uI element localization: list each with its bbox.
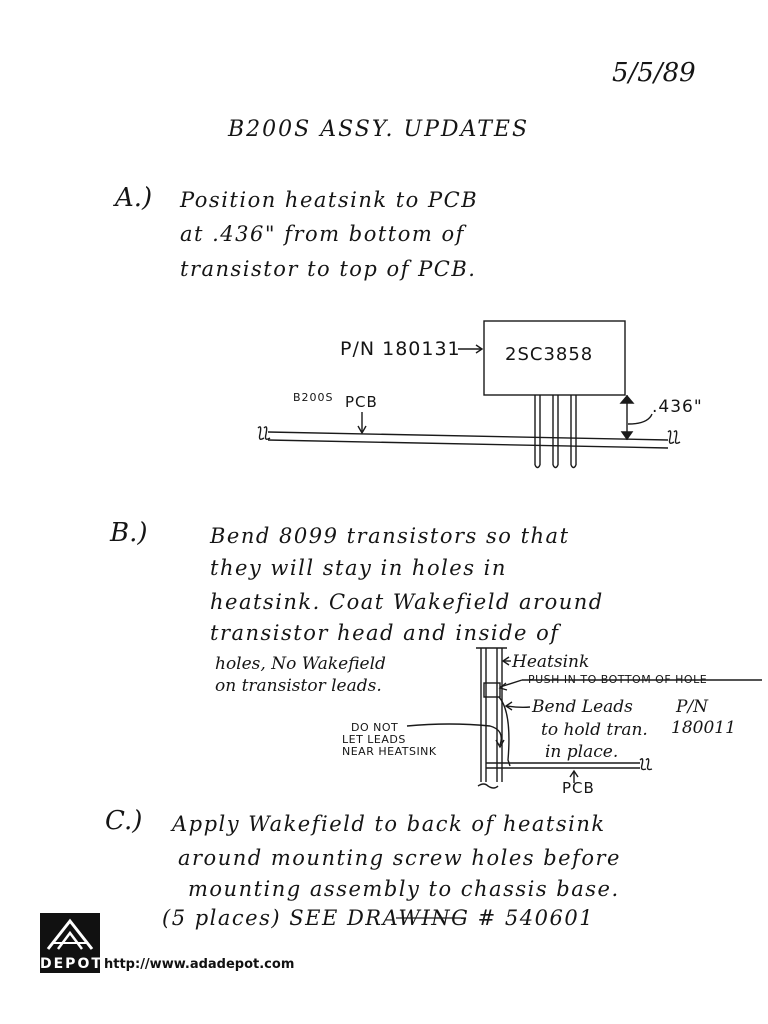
- diagram-a-transistor-label: 2SC3858: [505, 344, 594, 365]
- diagram-a-part-number: P/N 180131: [340, 338, 461, 360]
- logo-text: DEPOT: [40, 956, 103, 972]
- diagram-b-bend-note-3: in place.: [545, 742, 619, 762]
- section-b-line-3: heatsink. Coat Wakefield around: [210, 590, 604, 614]
- break-mark-left: [258, 427, 264, 439]
- section-c-line-3: mounting assembly to chassis base.: [188, 877, 620, 901]
- diagram-b-warning-3: NEAR HEATSINK: [342, 745, 437, 758]
- diagram-b-bend-note-1: Bend Leads: [532, 697, 633, 717]
- break-mark-right: [668, 431, 674, 443]
- section-c-line-4: (5 places) SEE DRAWING # 540601: [162, 906, 595, 930]
- section-b-line-4: transistor head and inside of: [210, 621, 560, 645]
- diagram-b-pcb-label: PCB: [562, 779, 595, 797]
- section-b-line-2: they will stay in holes in: [210, 556, 507, 580]
- diagram-b: [407, 648, 762, 788]
- diagram-a-pcb-prefix: B200S: [293, 391, 334, 404]
- section-a-line-1: Position heatsink to PCB: [180, 188, 479, 212]
- dimension-leader: [628, 414, 652, 424]
- diagram-b-push-note: PUSH IN TO BOTTOM OF HOLE: [528, 673, 708, 686]
- section-c-line-1: Apply Wakefield to back of heatsink: [172, 812, 606, 836]
- diagram-a-dimension: .436": [652, 397, 703, 417]
- diagram-b-bend-note-2: to hold tran.: [541, 720, 648, 740]
- diagram-b-warning-2: LET LEADS: [342, 733, 406, 746]
- heatsink-break: [478, 784, 498, 788]
- diagram-b-part-number-1: P/N: [676, 697, 709, 717]
- pcb-bottom-edge: [268, 440, 668, 448]
- document-date: 5/5/89: [612, 58, 696, 88]
- footer-url[interactable]: http://www.adadepot.com: [104, 957, 295, 972]
- section-b-line-5: holes, No Wakefield: [215, 654, 386, 674]
- dimension-arrow-bottom: [622, 432, 632, 439]
- section-c-line-2: around mounting screw holes before: [178, 846, 621, 870]
- logo-mark-icon: [40, 913, 100, 955]
- document-title: B200S ASSY. UPDATES: [228, 117, 530, 142]
- bend-arrow: [507, 706, 530, 707]
- section-a-line-3: transistor to top of PCB.: [180, 257, 477, 281]
- section-b-line-6: on transistor leads.: [215, 676, 382, 696]
- break-mark-b: [640, 759, 646, 770]
- diagram-a-pcb-label: PCB: [345, 393, 378, 411]
- section-b-label: B.): [110, 518, 148, 548]
- pcb-top-edge: [268, 432, 668, 440]
- section-b-line-1: Bend 8099 transistors so that: [210, 524, 570, 548]
- diagram-a: [258, 321, 680, 468]
- section-c-label: C.): [105, 806, 143, 836]
- diagram-b-heatsink-label: Heatsink: [512, 652, 590, 672]
- warning-leader: [407, 724, 501, 745]
- dimension-arrow-top: [621, 396, 633, 403]
- diagram-b-warning-1: DO NOT: [351, 721, 399, 734]
- section-a-label: A.): [115, 183, 153, 213]
- transistor-body: [484, 321, 625, 395]
- diagram-b-part-number-2: 180011: [671, 718, 736, 738]
- section-a-line-2: at .436" from bottom of: [180, 222, 465, 246]
